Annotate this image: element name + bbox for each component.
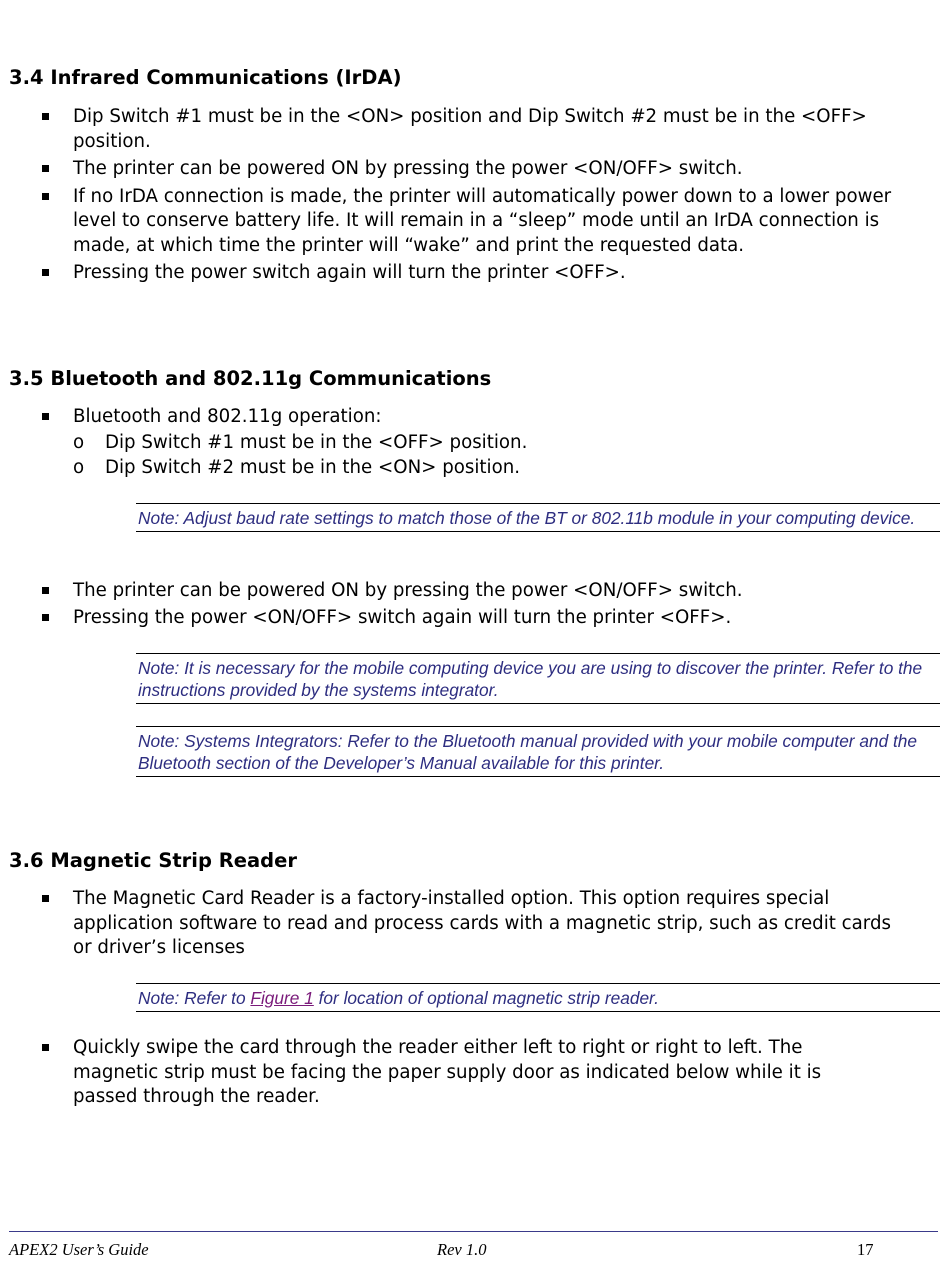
list-item: If no IrDA connection is made, the printer will automatically power down to a lower power level to conserve battery life. It will remain in a “sleep” mode until an IrDA connection is made, at which time the printer will “wake” and print the requested data. (0, 185, 950, 259)
irda-bullet-list (0, 105, 950, 286)
dip-switch-sublist (73, 430, 910, 480)
list-item: Dip Switch #1 must be in the <ON> position and Dip Switch #2 must be in the <OFF> position. (0, 105, 950, 154)
magnetic-swipe-list (0, 1036, 950, 1110)
square-bullet-icon (42, 895, 49, 902)
section-heading-magnetic: 3.6 Magnetic Strip Reader (9, 849, 297, 872)
square-bullet-icon (42, 113, 49, 120)
figure-1-link[interactable]: Figure 1 (250, 988, 314, 1008)
sub-list-item: o Dip Switch #2 must be in the <ON> position. (73, 456, 521, 478)
list-item: Pressing the power switch again will turn the printer <OFF>. (0, 261, 950, 286)
list-item: The Magnetic Card Reader is a factory-installed option. This option requires special application software to read and process cards with a magnetic strip, such as credit cards or driver’s licenses (0, 887, 950, 961)
note-systems-integrators: Note: Systems Integrators: Refer to the Bluetooth manual provided with your mobile computer and the Bluetooth section of the Developer’s Manual available for this printer. (136, 726, 940, 777)
list-item: The printer can be powered ON by pressing the power <ON/OFF> switch. (0, 579, 950, 604)
footer-revision: Rev 1.0 (437, 1240, 487, 1259)
circle-bullet-icon: o (73, 431, 85, 453)
square-bullet-icon (42, 269, 49, 276)
square-bullet-icon (42, 193, 49, 200)
square-bullet-icon (42, 587, 49, 594)
bluetooth-bullet-list (0, 405, 950, 480)
footer-title: APEX2 User’s Guide (9, 1240, 149, 1259)
list-item: The printer can be powered ON by pressing the power <ON/OFF> switch. (0, 157, 950, 182)
square-bullet-icon (42, 614, 49, 621)
square-bullet-icon (42, 1044, 49, 1051)
square-bullet-icon (42, 413, 49, 420)
note-baud-rate: Note: Adjust baud rate settings to match those of the BT or 802.11b module in your computing device. (136, 503, 940, 532)
square-bullet-icon (42, 165, 49, 172)
sub-list-item: o Dip Switch #1 must be in the <OFF> position. (73, 431, 528, 453)
bluetooth-power-list (0, 579, 950, 630)
magnetic-bullet-list (0, 887, 950, 961)
list-item: Bluetooth and 802.11g operation: o Dip Switch #1 must be in the <OFF> position. o Dip Switch #2 must be in the <ON> position. (0, 405, 950, 480)
list-item: Pressing the power <ON/OFF> switch again will turn the printer <OFF>. (0, 606, 950, 631)
note-discover-printer: Note: It is necessary for the mobile computing device you are using to discover the printer. Refer to the instructions provided by the systems integrator. (136, 653, 940, 704)
section-heading-bluetooth: 3.5 Bluetooth and 802.11g Communications (9, 367, 492, 390)
footer-divider (9, 1231, 938, 1232)
page-number: 17 (857, 1240, 874, 1259)
circle-bullet-icon: o (73, 456, 85, 478)
note-figure-reference: Note: Refer to Figure 1 for location of optional magnetic strip reader. (136, 983, 940, 1012)
list-item: Quickly swipe the card through the reader either left to right or right to left. The magnetic strip must be facing the paper supply door as indicated below while it is passed through the reader. (0, 1036, 950, 1110)
section-heading-irda: 3.4 Infrared Communications (IrDA) (9, 66, 402, 89)
